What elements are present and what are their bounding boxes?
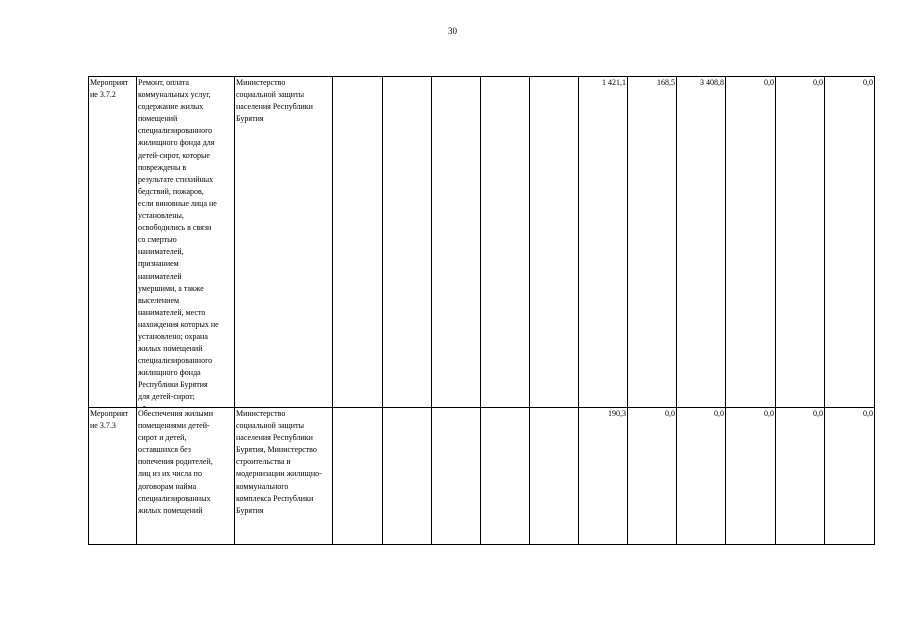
activity-name-cell: Ремонт, оплата коммунальных услуг, содержание жилых помещений специализированного жилищного фонда для детей-сирот, которые повреждены в результате стихийных бедствий, пожаров, если виновные лица не установлены, освободились в связи со смертью нанимателей, признанием нанимателей умершими, а также выселением нанимателей, место нахождения которых не установлено; охрана жилых помещений специализированного жилищного фонда Республики Бурятия для детей-сирот; [137,77,235,408]
activity-code-cell: Мероприят ие 3.7.2 [89,77,137,408]
value-cell: 0,0 [825,408,875,545]
activity-code-cell: Мероприят ие 3.7.3 [89,408,137,545]
value-cell: 0,0 [825,77,875,408]
empty-cell [432,408,481,545]
activity-executor-cell: Министерство социальной защиты населения Республики Бурятия, Министерство строительства и модернизации жилищно- коммунального комплекса Республики Бурятия [235,408,333,545]
value-cell: 1 421,1 [579,77,628,408]
value-cell: 0,0 [677,408,726,545]
empty-cell [530,408,579,545]
value-cell: 0,0 [776,77,825,408]
value-cell: 190,3 [579,408,628,545]
empty-cell [530,77,579,408]
value-cell: 0,0 [776,408,825,545]
activity-name-cell: Обеспечения жилыми помещениями детей- сирот и детей, оставшихся без попечения родителей, лиц из их числа по договорам найма специализированных жилых помещений [137,408,235,545]
table-row [89,77,875,408]
table-row [89,408,875,545]
empty-cell [383,408,432,545]
value-cell: 0,0 [726,408,776,545]
value-cell: 0,0 [628,408,677,545]
empty-cell [333,408,383,545]
empty-cell [383,77,432,408]
page-number: 30 [448,26,457,36]
empty-cell [481,77,530,408]
empty-cell [333,77,383,408]
value-cell: 0,0 [726,77,776,408]
empty-cell [481,408,530,545]
activity-executor-cell: Министерство социальной защиты населения Республики Бурятия [235,77,333,408]
empty-cell [432,77,481,408]
program-activities-table [88,76,875,545]
value-cell: 168,5 [628,77,677,408]
value-cell: 3 408,8 [677,77,726,408]
